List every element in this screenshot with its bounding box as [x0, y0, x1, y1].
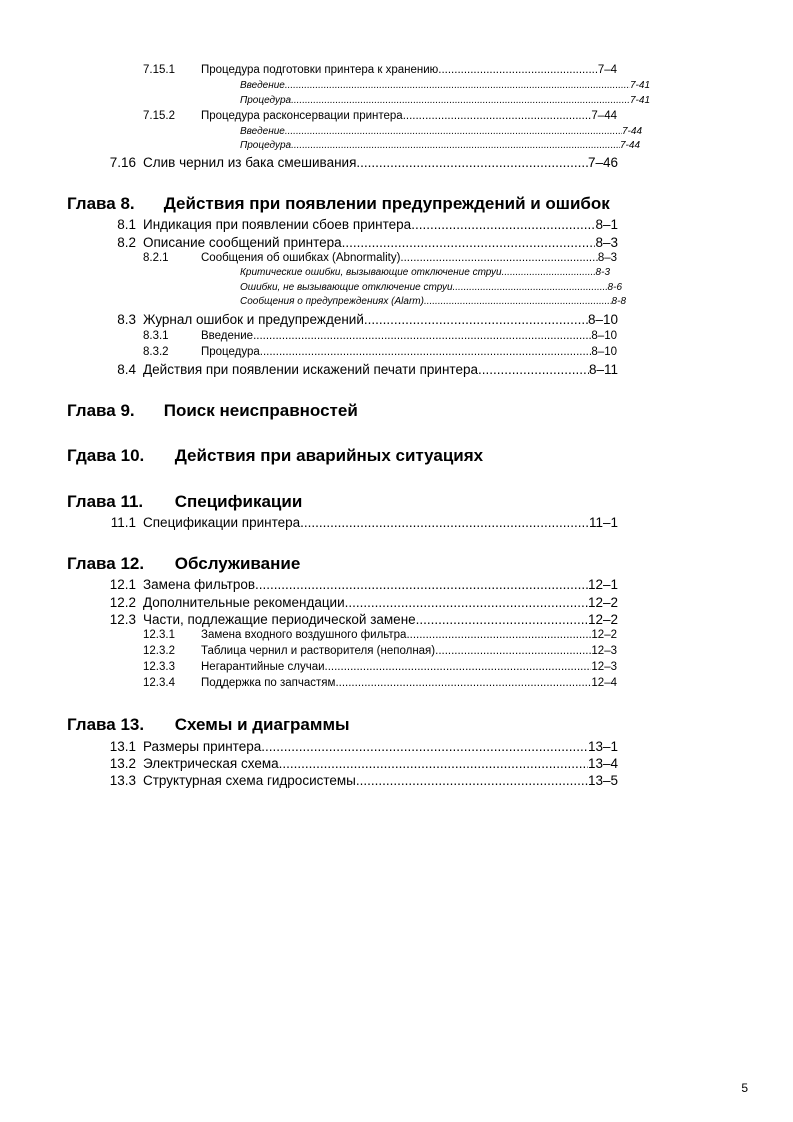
toc-title: Описание сообщений принтера [143, 235, 342, 250]
toc-page: 8–1 [595, 217, 618, 232]
toc-page: 7-41 [629, 95, 650, 106]
toc-title: Действия при появлении искажений печати принтера [143, 362, 478, 377]
dot-leader [300, 515, 589, 530]
toc-number: 8.2.1 [143, 252, 169, 264]
toc-entry-8-1[interactable] [98, 217, 618, 235]
toc-entry-12-3-3[interactable] [143, 661, 617, 677]
toc-title: Электрическая схема [143, 756, 279, 771]
toc-title: Спецификации принтера [143, 515, 301, 530]
dot-leader [291, 140, 620, 151]
dot-leader [255, 577, 588, 592]
chapter-title: Схемы и диаграммы [174, 715, 350, 734]
toc-page: 12–4 [591, 677, 617, 689]
dot-leader [356, 773, 588, 788]
toc-title: Введение [240, 80, 285, 91]
chapter-9-heading[interactable] [67, 401, 358, 421]
dot-leader [325, 661, 592, 673]
toc-title: Процедура подготовки принтера к хранению [201, 64, 439, 76]
toc-entry-7-16[interactable] [98, 155, 618, 173]
dot-leader [345, 595, 588, 610]
toc-title: Процедура [201, 346, 260, 358]
chapter-13-heading[interactable] [67, 715, 350, 735]
chapter-title: Действия при появлении предупреждений и ошибок [163, 194, 610, 213]
toc-title: Сообщения об ошибках (Abnormality) [201, 252, 401, 264]
dot-leader [424, 296, 612, 307]
toc-title: Негарантийные случаи [201, 661, 325, 673]
dot-leader [502, 267, 596, 278]
toc-entry-8-2-1[interactable] [143, 252, 617, 268]
toc-entry-7-15-1-procedure[interactable] [240, 95, 650, 109]
dot-leader [435, 645, 591, 657]
toc-number: 13.1 [109, 739, 136, 754]
chapter-10-heading[interactable] [67, 446, 483, 466]
toc-number: 8.1 [117, 217, 136, 232]
dot-leader [356, 155, 588, 170]
toc-number: 13.3 [109, 773, 136, 788]
toc-entry-8-4[interactable] [98, 362, 618, 380]
dot-leader [411, 217, 595, 232]
toc-entry-8-2-1-alarm[interactable] [240, 296, 626, 310]
chapter-12-heading[interactable] [67, 554, 300, 574]
dot-leader [260, 346, 592, 358]
toc-entry-7-15-2[interactable] [143, 110, 617, 126]
toc-title: Ошибки, не вызывающие отключение струи [240, 282, 453, 293]
toc-title: Дополнительные рекомендации [143, 595, 345, 610]
toc-entry-13-3[interactable] [98, 773, 618, 791]
chapter-number: Глава 13. [67, 715, 145, 734]
chapter-11-heading[interactable] [67, 492, 302, 512]
toc-number: 12.3.4 [143, 677, 175, 689]
toc-page: 8–3 [595, 235, 618, 250]
toc-page: 8–10 [591, 330, 617, 342]
toc-entry-12-3-2[interactable] [143, 645, 617, 661]
toc-entry-12-2[interactable] [98, 595, 618, 613]
chapter-title: Действия при аварийных ситуациях [174, 446, 484, 465]
toc-page: 12–1 [587, 577, 618, 592]
toc-number: 12.3.1 [143, 629, 175, 641]
toc-page: 12–3 [591, 645, 617, 657]
dot-leader [400, 252, 597, 264]
toc-page: 13–5 [587, 773, 618, 788]
toc-page: 8-3 [595, 267, 610, 278]
chapter-title: Спецификации [174, 492, 303, 511]
toc-title: Размеры принтера [143, 739, 262, 754]
chapter-number: Гдава 10. [67, 446, 145, 465]
toc-number: 7.16 [109, 155, 136, 170]
dot-leader [285, 80, 630, 91]
toc-entry-8-3[interactable] [98, 312, 618, 330]
toc-entry-12-1[interactable] [98, 577, 618, 595]
dot-leader [453, 282, 608, 293]
dot-leader [342, 235, 596, 250]
toc-entry-12-3-4[interactable] [143, 677, 617, 693]
toc-page: 7–46 [587, 155, 618, 170]
dot-leader [279, 756, 588, 771]
dot-leader [406, 629, 591, 641]
dot-leader [403, 110, 592, 122]
toc-title: Критические ошибки, вызывающие отключение струи [240, 267, 502, 278]
toc-page: 7-44 [619, 140, 640, 151]
dot-leader [335, 677, 591, 689]
toc-page: 12–2 [587, 612, 618, 627]
toc-number: 7.15.1 [143, 64, 175, 76]
toc-page: 7-41 [629, 80, 650, 91]
toc-page: 7-44 [621, 126, 642, 137]
toc-page: 8-6 [607, 282, 622, 293]
toc-number: 7.15.2 [143, 110, 175, 122]
toc-title: Замена входного воздушного фильтра [201, 629, 407, 641]
toc-title: Индикация при появлении сбоев принтера [143, 217, 412, 232]
toc-entry-13-2[interactable] [98, 756, 618, 774]
toc-number: 8.3 [117, 312, 136, 327]
toc-title: Таблица чернил и растворителя (неполная) [201, 645, 436, 657]
toc-entry-7-15-2-intro[interactable] [240, 126, 642, 140]
toc-page: 12–3 [591, 661, 617, 673]
toc-title: Процедура расконсервации принтера [201, 110, 403, 122]
toc-number: 8.3.2 [143, 346, 169, 358]
toc-page: 11–1 [588, 515, 618, 530]
toc-title: Процедура [240, 140, 292, 151]
toc-entry-8-2-1-noncritical[interactable] [240, 282, 622, 296]
page-number: 5 [741, 1081, 748, 1095]
toc-number: 12.3.3 [143, 661, 175, 673]
toc-number: 12.3 [109, 612, 136, 627]
toc-number: 12.2 [109, 595, 136, 610]
toc-title: Структурная схема гидросистемы [143, 773, 356, 788]
chapter-title: Обслуживание [174, 554, 301, 573]
dot-leader [478, 362, 589, 377]
toc-title: Введение [201, 330, 254, 342]
toc-entry-8-3-1[interactable] [143, 330, 617, 346]
dot-leader [416, 612, 588, 627]
dot-leader [364, 312, 588, 327]
toc-title: Введение [240, 126, 285, 137]
toc-page: 13–4 [587, 756, 618, 771]
toc-entry-11-1[interactable] [98, 515, 618, 533]
toc-title: Журнал ошибок и предупреждений [143, 312, 364, 327]
dot-leader [261, 739, 588, 754]
chapter-number: Глава 11. [67, 492, 144, 511]
toc-entry-8-3-2[interactable] [143, 346, 617, 362]
toc-number: 13.2 [109, 756, 136, 771]
chapter-number: Глава 9. [67, 401, 135, 420]
toc-title: Слив чернил из бака смешивания [143, 155, 357, 170]
dot-leader [285, 126, 622, 137]
toc-page: 8–10 [587, 312, 618, 327]
toc-entry-8-2-1-critical[interactable] [240, 267, 610, 281]
toc-page: 8-8 [611, 296, 626, 307]
dot-leader [438, 64, 598, 76]
toc-title: Замена фильтров [143, 577, 256, 592]
toc-page: 7–44 [591, 110, 617, 122]
toc-entry-12-3-1[interactable] [143, 629, 617, 645]
toc-number: 12.1 [109, 577, 136, 592]
toc-number: 12.3.2 [143, 645, 175, 657]
toc-entry-7-15-2-procedure[interactable] [240, 140, 640, 154]
toc-entry-13-1[interactable] [98, 739, 618, 757]
dot-leader [291, 95, 630, 106]
chapter-number: Глава 12. [67, 554, 145, 573]
toc-entry-7-15-1-intro[interactable] [240, 80, 650, 94]
toc-entry-8-2[interactable] [98, 235, 618, 253]
toc-number: 8.4 [117, 362, 136, 377]
toc-page: 8–3 [597, 252, 617, 264]
toc-title: Части, подлежащие периодической замене [143, 612, 416, 627]
toc-page: 12–2 [591, 629, 617, 641]
toc-number: 8.2 [117, 235, 136, 250]
toc-entry-12-3[interactable] [98, 612, 618, 630]
chapter-title: Поиск неисправностей [163, 401, 358, 420]
toc-page: 8–11 [588, 362, 618, 377]
toc-page: 7–4 [597, 64, 617, 76]
toc-number: 8.3.1 [143, 330, 169, 342]
toc-number: 11.1 [110, 515, 136, 530]
toc-title: Процедура [240, 95, 292, 106]
toc-title: Сообщения о предупреждениях (Alarm) [240, 296, 424, 307]
toc-page: 12–2 [587, 595, 618, 610]
chapter-number: Глава 8. [67, 194, 135, 213]
dot-leader [253, 330, 591, 342]
chapter-8-heading[interactable] [67, 194, 610, 214]
toc-page: 8–10 [591, 346, 617, 358]
toc-entry-7-15-1[interactable] [143, 64, 617, 80]
toc-page: 13–1 [587, 739, 618, 754]
toc-title: Поддержка по запчастям [201, 677, 336, 689]
